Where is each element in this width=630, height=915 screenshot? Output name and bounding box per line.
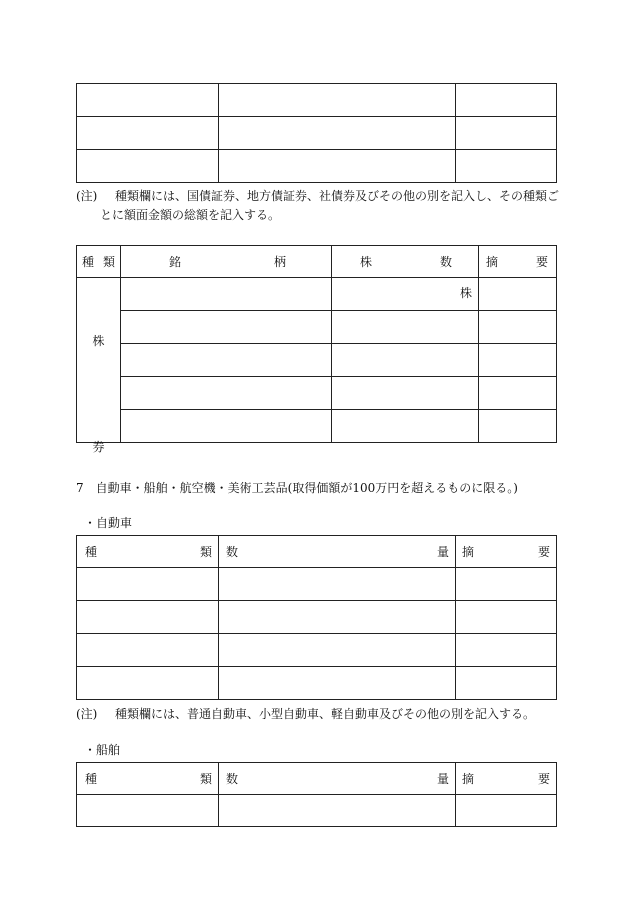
- car-quantity-cell[interactable]: [219, 667, 456, 700]
- car-remarks-cell[interactable]: [456, 667, 557, 700]
- bond-note-line2: とに額面金額の総額を記入する。: [100, 208, 281, 222]
- bond-cell[interactable]: [456, 150, 557, 183]
- car-note-label: (注): [76, 707, 98, 721]
- car-quantity-cell[interactable]: [219, 568, 456, 601]
- bond-cell[interactable]: [456, 117, 557, 150]
- car-header-quantity: 数 量: [219, 536, 456, 568]
- stock-brand-cell[interactable]: [121, 344, 332, 377]
- stock-brand-cell[interactable]: [121, 377, 332, 410]
- bond-cell[interactable]: [219, 117, 456, 150]
- stock-header-row: [77, 246, 557, 278]
- ship-type-cell[interactable]: [77, 795, 219, 827]
- car-header-remarks: 摘 要: [456, 536, 557, 568]
- stock-brand-cell[interactable]: [121, 311, 332, 344]
- car-header-type: 種 類: [77, 536, 219, 568]
- stock-header-remarks: 摘 要: [479, 246, 557, 278]
- car-remarks-cell[interactable]: [456, 568, 557, 601]
- car-type-cell[interactable]: [77, 634, 219, 667]
- stock-brand-cell[interactable]: [121, 410, 332, 443]
- bond-cell[interactable]: [77, 84, 219, 117]
- stock-shares-cell[interactable]: [332, 311, 479, 344]
- car-note-text: 種類欄には、普通自動車、小型自動車、軽自動車及びその他の別を記入する。: [115, 707, 536, 721]
- stock-type-cell: [77, 278, 121, 454]
- car-type-cell[interactable]: [77, 601, 219, 634]
- car-type-cell[interactable]: [77, 568, 219, 601]
- section7-heading: 7 自動車・船舶・航空機・美術工芸品(取得価額が100万円を超えるものに限る。): [76, 481, 518, 495]
- ship-header-remarks: 摘 要: [456, 763, 557, 795]
- stock-brand-cell[interactable]: [121, 278, 332, 311]
- stock-shares-cell[interactable]: [332, 344, 479, 377]
- ship-section-title: ・船舶: [84, 743, 121, 757]
- stock-header-type: 種 類: [77, 246, 121, 278]
- bond-cell[interactable]: [456, 84, 557, 117]
- stock-header-brand: 銘 柄: [121, 246, 332, 278]
- car-note: [76, 705, 535, 724]
- stock-shares-cell[interactable]: [332, 377, 479, 410]
- car-table: [76, 535, 557, 700]
- car-remarks-cell[interactable]: [456, 634, 557, 667]
- ship-header-quantity: 数 量: [219, 763, 456, 795]
- stock-remarks-cell[interactable]: [479, 278, 557, 311]
- bond-cell[interactable]: [77, 150, 219, 183]
- stock-remarks-cell[interactable]: [479, 344, 557, 377]
- stock-type-top: 株: [92, 334, 105, 348]
- bond-note: [76, 187, 559, 206]
- ship-quantity-cell[interactable]: [219, 795, 456, 827]
- stock-remarks-cell[interactable]: [479, 377, 557, 410]
- bond-cell[interactable]: [77, 117, 219, 150]
- shares-unit: 株: [459, 286, 472, 300]
- car-remarks-cell[interactable]: [456, 601, 557, 634]
- car-quantity-cell[interactable]: [219, 634, 456, 667]
- stock-header-shares: 株 数: [332, 246, 479, 278]
- stock-remarks-cell[interactable]: [479, 410, 557, 443]
- stock-remarks-cell[interactable]: [479, 311, 557, 344]
- car-type-cell[interactable]: [77, 667, 219, 700]
- car-section-title: ・自動車: [84, 516, 133, 530]
- bond-cell[interactable]: [219, 84, 456, 117]
- bond-note-label: (注): [76, 189, 98, 203]
- bond-note-line1: 種類欄には、国債証券、地方債証券、社債券及びその他の別を記入し、その種類ご: [115, 189, 560, 203]
- car-header-row: [77, 536, 557, 568]
- ship-table: [76, 762, 557, 827]
- ship-remarks-cell[interactable]: [456, 795, 557, 827]
- stock-table: [76, 245, 557, 454]
- bond-table: [76, 83, 557, 183]
- ship-header-type: 種 類: [77, 763, 219, 795]
- car-quantity-cell[interactable]: [219, 601, 456, 634]
- ship-header-row: [77, 763, 557, 795]
- bond-cell[interactable]: [219, 150, 456, 183]
- stock-shares-cell[interactable]: [332, 278, 479, 311]
- stock-shares-cell[interactable]: [332, 410, 479, 443]
- bond-note-continued: [100, 206, 280, 225]
- stock-type-bottom: 券: [92, 440, 105, 454]
